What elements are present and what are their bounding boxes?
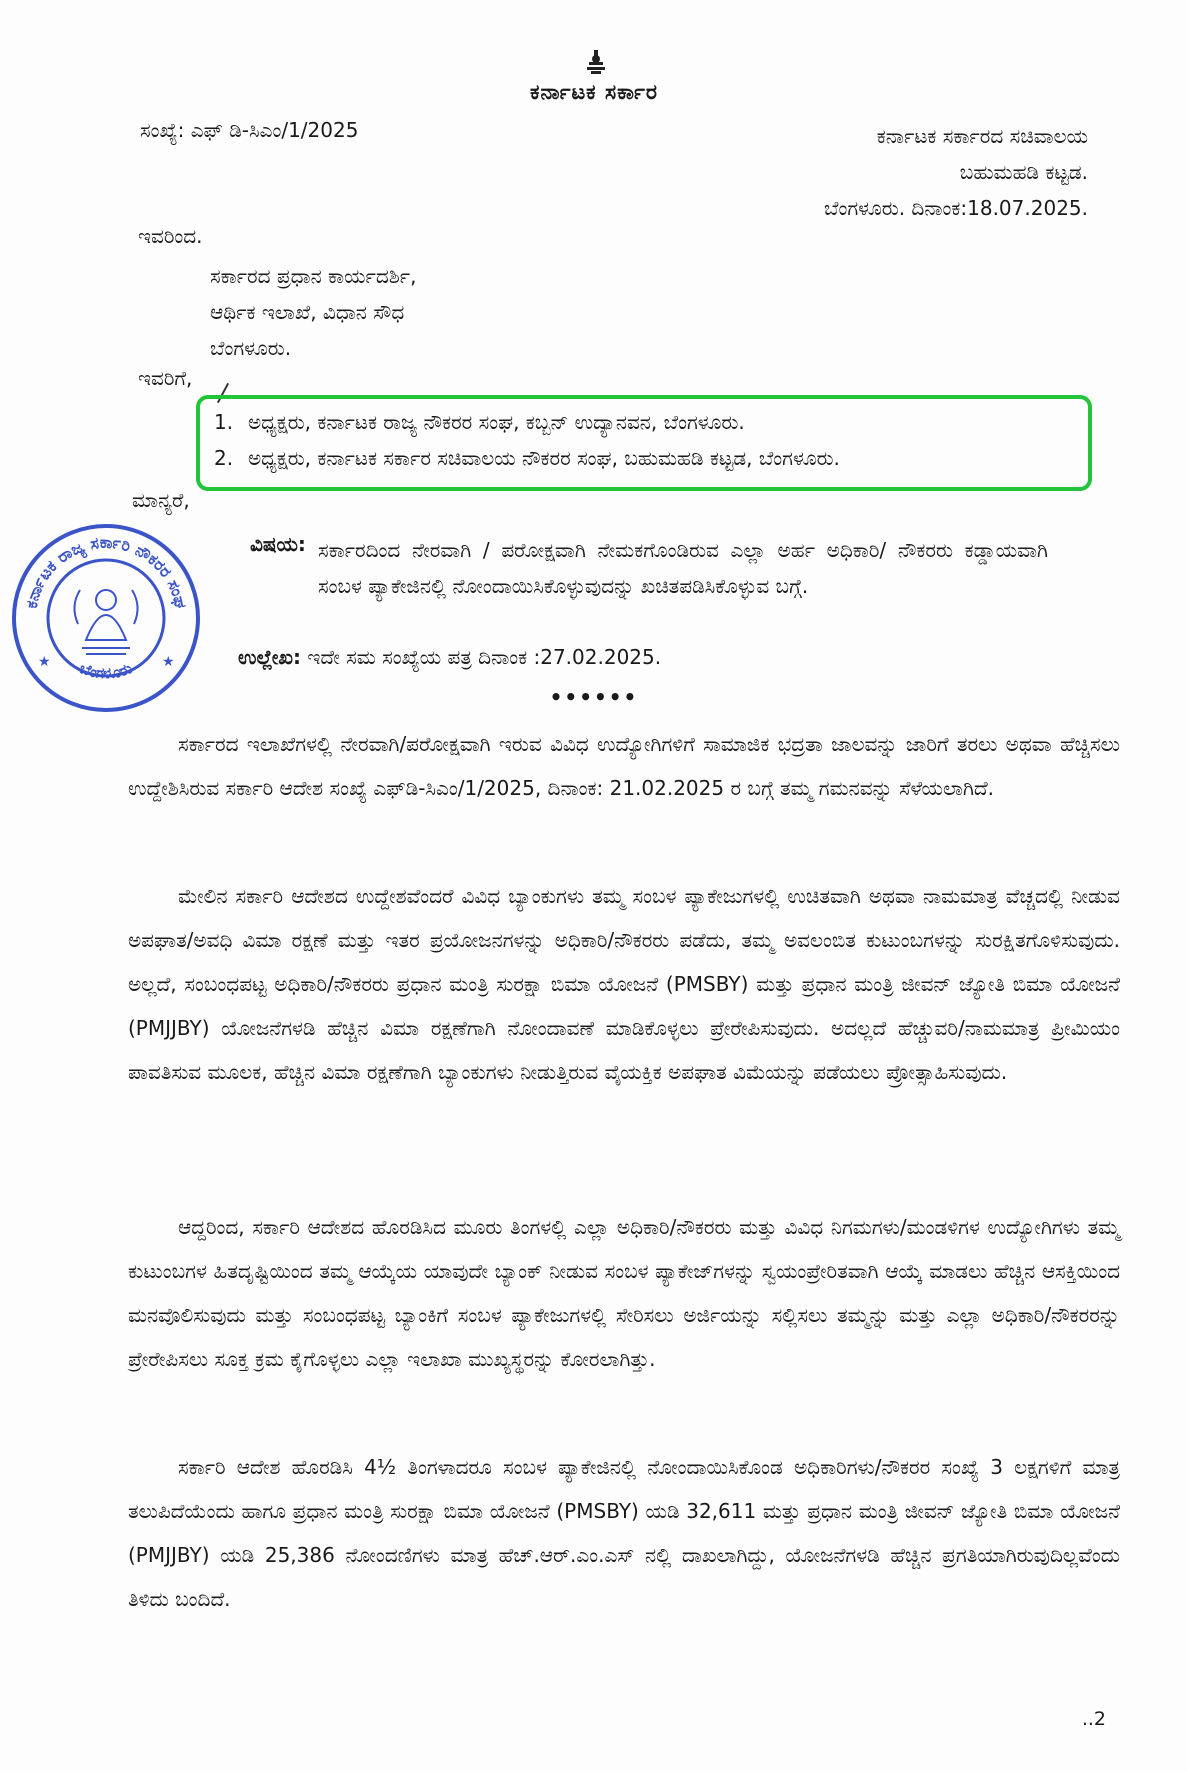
body-paragraph-1: ಸರ್ಕಾರದ ಇಲಾಖೆಗಳಲ್ಲಿ ನೇರವಾಗಿ/ಪರೋಕ್ಷವಾಗಿ ಇರುವ ವಿವಿಧ ಉದ್ಯೋಗಿಗಳಿಗೆ ಸಾಮಾಜಿಕ ಭದ್ರತಾ ಜಾಲವನ್ನು ಜಾರಿಗೆ ತರಲು ಅಥವಾ ಹೆಚ್ಚಿಸಲು ಉದ್ದೇಶಿಸಿರುವ ಸರ್ಕಾರಿ ಆದೇಶ ಸಂಖ್ಯೆ ಎಫ್‌ಡಿ-ಸಿಎಂ/1/2025, ದಿನಾಂಕ: 21.02.2025 ರ ಬಗ್ಗೆ ತಮ್ಮ ಗಮನವನ್ನು ಸೆಳೆಯಲಾಗಿದೆ. bbox=[128, 732, 1120, 800]
svg-text:ಕರ್ನಾಟಕ ರಾಜ್ಯ ಸರ್ಕಾರಿ ನೌಕರರ ಸಂ bbox=[22, 533, 191, 610]
subject-label: ವಿಷಯ: bbox=[250, 532, 306, 556]
recipient-1 bbox=[214, 410, 745, 434]
recipient-number: 1. bbox=[214, 410, 234, 434]
body-paragraph-3: ಆದ್ದರಿಂದ, ಸರ್ಕಾರಿ ಆದೇಶದ ಹೊರಡಿಸಿದ ಮೂರು ತಿಂಗಳಲ್ಲಿ ಎಲ್ಲಾ ಅಧಿಕಾರಿ/ನೌಕರರು ಮತ್ತು ವಿವಿಧ ನಿಗಮಗಳು/ಮಂಡಳಿಗಳ ಉದ್ಯೋಗಿಗಳು ತಮ್ಮ ಕುಟುಂಬಗಳ ಹಿತದೃಷ್ಟಿಯಿಂದ ತಮ್ಮ ಆಯ್ಕೆಯ ಯಾವುದೇ ಬ್ಯಾಂಕ್ ನೀಡುವ ಸಂಬಳ ಪ್ಯಾಕೇಜ್‌ಗಳನ್ನು ಸ್ವಯಂಪ್ರೇರಿತವಾಗಿ ಆಯ್ಕೆ ಮಾಡಲು ಹೆಚ್ಚಿನ ಆಸಕ್ತಿಯಿಂದ ಮನವೊಲಿಸುವುದು ಮತ್ತು ಸಂಬಂಧಪಟ್ಟ ಬ್ಯಾಂಕಿಗೆ ಸಂಬಳ ಪ್ಯಾಕೇಜುಗಳಲ್ಲಿ ಸೇರಿಸಲು ಅರ್ಜಿಯನ್ನು ಸಲ್ಲಿಸಲು ತಮ್ಮನ್ನು ಮತ್ತು ಎಲ್ಲಾ ಅಧಿಕಾರಿ/ನೌಕರರನ್ನು ಪ್ರೇರೇಪಿಸಲು ಸೂಕ್ತ ಕ್ರಮ ಕೈಗೊಳ್ಳಲು ಎಲ್ಲಾ ಇಲಾಖಾ ಮುಖ್ಯಸ್ಥರನ್ನು ಕೋರಲಾಗಿತ್ತು. bbox=[128, 1215, 1120, 1371]
seal-bottom-text: ಬೆಂಗಳೂರು bbox=[77, 659, 135, 683]
recipient-text: ಅಧ್ಯಕ್ಷರು, ಕರ್ನಾಟಕ ಸರ್ಕಾರ ಸಚಿವಾಲಯ ನೌಕರರ ಸಂಘ, ಬಹುಮಹಡಿ ಕಟ್ಟಡ, ಬೆಂಗಳೂರು. bbox=[248, 446, 840, 470]
body-paragraph-4: ಸರ್ಕಾರಿ ಆದೇಶ ಹೊರಡಿಸಿ 4½ ತಿಂಗಳಾದರೂ ಸಂಬಳ ಪ್ಯಾಕೇಜಿನಲ್ಲಿ ನೋಂದಾಯಿಸಿಕೊಂಡ ಅಧಿಕಾರಿಗಳು/ನೌಕರರ ಸಂಖ್ಯೆ 3 ಲಕ್ಷಗಳಿಗೆ ಮಾತ್ರ ತಲುಪಿದೆಯೆಂದು ಹಾಗೂ ಪ್ರಧಾನ ಮಂತ್ರಿ ಸುರಕ್ಷಾ ಬಿಮಾ ಯೋಜನೆ (PMSBY) ಯಡಿ 32,611 ಮತ್ತು ಪ್ರಧಾನ ಮಂತ್ರಿ ಜೀವನ್ ಜ್ಯೋತಿ ಬಿಮಾ ಯೋಜನೆ (PMJJBY) ಯಡಿ 25,386 ನೋಂದಣಿಗಳು ಮಾತ್ರ ಹೆಚ್.ಆರ್.ಎಂ.ಎಸ್ ನಲ್ಲಿ ದಾಖಲಾಗಿದ್ದು, ಯೋಜನೆಗಳಡಿ ಹೆಚ್ಚಿನ ಪ್ರಗತಿಯಾಗಿರುವುದಿಲ್ಲವೆಂದು ತಿಳಿದು ಬಂದಿದೆ. bbox=[128, 1455, 1120, 1611]
reference-text: ಇದೇ ಸಮ ಸಂಖ್ಯೆಯ ಪತ್ರ ದಿನಾಂಕ :27.02.2025. bbox=[307, 645, 662, 669]
recipient-text: ಅಧ್ಯಕ್ಷರು, ಕರ್ನಾಟಕ ರಾಜ್ಯ ನೌಕರರ ಸಂಘ, ಕಬ್ಬನ್ ಉದ್ಯಾನವನ, ಬೆಂಗಳೂರು. bbox=[248, 410, 745, 434]
seal-ring-text: ಕರ್ನಾಟಕ ರಾಜ್ಯ ಸರ್ಕಾರಿ ನೌಕರರ ಸಂಘ bbox=[21, 532, 191, 610]
letterhead-title: ಕರ್ನಾಟಕ ಸರ್ಕಾರ bbox=[530, 80, 658, 104]
office-date-line: ಬೆಂಗಳೂರು. ದಿನಾಂಕ:18.07.2025. bbox=[824, 196, 1088, 220]
svg-text:★: ★ bbox=[38, 654, 51, 670]
to-label: ಇವರಿಗೆ, bbox=[138, 366, 193, 390]
office-line-1: ಕರ್ನಾಟಕ ಸರ್ಕಾರದ ಸಚಿವಾಲಯ bbox=[876, 124, 1088, 148]
from-label: ಇವರಿಂದ. bbox=[138, 224, 203, 248]
state-emblem-icon bbox=[583, 48, 609, 76]
sender-line-2: ಆರ್ಥಿಕ ಇಲಾಖೆ, ವಿಧಾನ ಸೌಧ bbox=[210, 300, 405, 324]
subject-text: ಸರ್ಕಾರದಿಂದ ನೇರವಾಗಿ / ಪರೋಕ್ಷವಾಗಿ ನೇಮಕಗೊಂಡಿರುವ ಎಲ್ಲಾ ಅರ್ಹ ಅಧಿಕಾರಿ/ ನೌಕರರು ಕಡ್ಡಾಯವಾಗಿ ಸಂಬಳ ಪ್ಯಾಕೇಜಿನಲ್ಲಿ ನೋಂದಾಯಿಸಿಕೊಳ್ಳುವುದನ್ನು ಖಚಿತಪಡಿಸಿಕೊಳ್ಳುವ ಬಗ್ಗೆ. bbox=[318, 538, 1048, 598]
reference-number: ಸಂಖ್ಯೆ: ಎಫ್ ಡಿ-ಸಿಎಂ/1/2025 bbox=[140, 118, 359, 142]
office-address bbox=[824, 118, 1088, 226]
reference-label: ಉಲ್ಲೇಖ: bbox=[238, 645, 301, 669]
recipient-number: 2. bbox=[214, 446, 234, 470]
sender-line-3: ಬೆಂಗಳೂರು. bbox=[210, 336, 292, 360]
sender-address bbox=[210, 258, 417, 366]
reference-line bbox=[238, 645, 661, 669]
sender-line-1: ಸರ್ಕಾರದ ಪ್ರಧಾನ ಕಾರ್ಯದರ್ಶಿ, bbox=[210, 264, 417, 288]
body-paragraph-2: ಮೇಲಿನ ಸರ್ಕಾರಿ ಆದೇಶದ ಉದ್ದೇಶವೆಂದರೆ ವಿವಿಧ ಬ್ಯಾಂಕುಗಳು ತಮ್ಮ ಸಂಬಳ ಪ್ಯಾಕೇಜುಗಳಲ್ಲಿ ಉಚಿತವಾಗಿ ಅಥವಾ ನಾಮಮಾತ್ರ ವೆಚ್ಚದಲ್ಲಿ ನೀಡುವ ಅಪಘಾತ/ಅವಧಿ ವಿಮಾ ರಕ್ಷಣೆ ಮತ್ತು ಇತರ ಪ್ರಯೋಜನಗಳನ್ನು ಅಧಿಕಾರಿ/ನೌಕರರು ಪಡೆದು, ತಮ್ಮ ಅವಲಂಬಿತ ಕುಟುಂಬಗಳನ್ನು ಸುರಕ್ಷಿತಗೊಳಿಸುವುದು. ಅಲ್ಲದೆ, ಸಂಬಂಧಪಟ್ಟ ಅಧಿಕಾರಿ/ನೌಕರರು ಪ್ರಧಾನ ಮಂತ್ರಿ ಸುರಕ್ಷಾ ಬಿಮಾ ಯೋಜನೆ (PMSBY) ಮತ್ತು ಪ್ರಧಾನ ಮಂತ್ರಿ ಜೀವನ್ ಜ್ಯೋತಿ ಬಿಮಾ ಯೋಜನೆ (PMJJBY) ಯೋಜನೆಗಳಡಿ ಹೆಚ್ಚಿನ ವಿಮಾ ರಕ್ಷಣೆಗಾಗಿ ನೋಂದಾವಣೆ ಮಾಡಿಕೊಳ್ಳಲು ಪ್ರೇರೇಪಿಸುವುದು. ಅದಲ್ಲದೆ ಹೆಚ್ಚುವರಿ/ನಾಮಮಾತ್ರ ಪ್ರೀಮಿಯಂ ಪಾವತಿಸುವ ಮೂಲಕ, ಹೆಚ್ಚಿನ ವಿಮಾ ರಕ್ಷಣೆಗಾಗಿ ಬ್ಯಾಂಕುಗಳು ನೀಡುತ್ತಿರುವ ವೈಯಕ್ತಿಕ ಅಪಘಾತ ವಿಮೆಯನ್ನು ಪಡೆಯಲು ಪ್ರೋತ್ಸಾಹಿಸುವುದು. bbox=[128, 884, 1120, 1084]
salutation: ಮಾನ್ಯರೆ, bbox=[132, 488, 190, 512]
office-line-2: ಬಹುಮಹಡಿ ಕಟ್ಟಡ. bbox=[959, 160, 1088, 184]
page-continuation-marker: ..2 bbox=[1081, 1708, 1106, 1730]
separator-dots: •••••• bbox=[549, 685, 639, 709]
svg-text:★: ★ bbox=[162, 654, 175, 670]
svg-text:ಬೆಂಗಳೂರು bbox=[77, 659, 134, 683]
seal-emblem-icon bbox=[74, 590, 137, 654]
recipient-2 bbox=[214, 446, 840, 470]
